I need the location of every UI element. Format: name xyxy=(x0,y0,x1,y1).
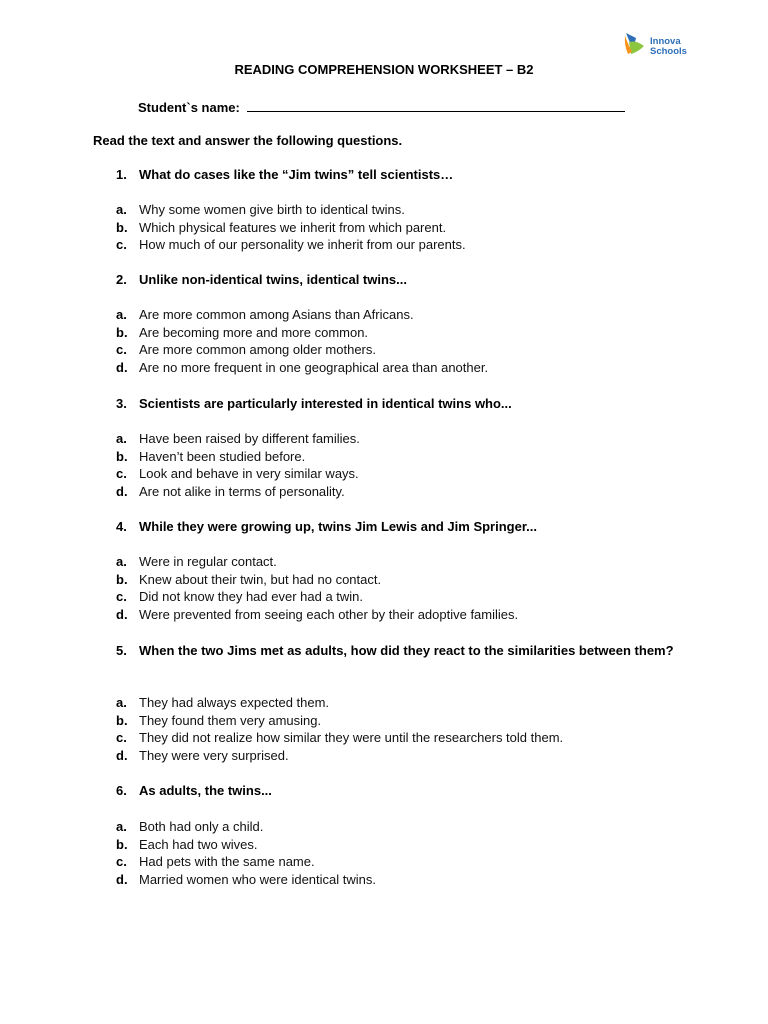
option-item xyxy=(116,836,376,854)
option-letter: b. xyxy=(116,219,128,235)
option-item xyxy=(116,729,563,747)
option-text: Both had only a child. xyxy=(139,819,264,834)
option-letter: a. xyxy=(116,307,127,322)
question-number: 4. xyxy=(116,519,127,534)
student-name-row xyxy=(138,98,625,115)
question-1-options xyxy=(116,201,466,254)
question-5 xyxy=(116,642,674,660)
option-item xyxy=(116,747,563,765)
option-letter: b. xyxy=(116,571,128,587)
question-4-options xyxy=(116,553,518,624)
option-letter: d. xyxy=(116,360,128,376)
option-text: How much of our personality we inherit from our parents. xyxy=(139,237,466,253)
option-text: Are not alike in terms of personality. xyxy=(139,484,345,500)
option-letter: d. xyxy=(116,748,128,764)
option-letter: a. xyxy=(116,819,127,834)
logo-wordmark xyxy=(650,37,687,57)
option-letter: c. xyxy=(116,237,127,253)
option-item xyxy=(116,606,518,624)
question-3-options xyxy=(116,430,360,501)
question-number: 3. xyxy=(116,396,127,411)
option-text: Have been raised by different families. xyxy=(139,431,360,446)
question-text: While they were growing up, twins Jim Lewis and Jim Springer... xyxy=(139,519,538,534)
option-text: Are more common among older mothers. xyxy=(139,342,376,358)
student-name-label: Student`s name: xyxy=(138,100,240,115)
option-text: Look and behave in very similar ways. xyxy=(139,466,359,482)
option-text: Knew about their twin, but had no contact. xyxy=(139,571,382,587)
option-letter: d. xyxy=(116,484,128,500)
option-text: Were prevented from seeing each other by their adoptive families. xyxy=(139,607,519,623)
option-item xyxy=(116,341,488,359)
option-letter: c. xyxy=(116,589,127,605)
option-item xyxy=(116,430,360,448)
question-6 xyxy=(116,782,674,800)
question-text: As adults, the twins... xyxy=(139,783,272,798)
option-letter: b. xyxy=(116,836,128,852)
option-item xyxy=(116,871,376,889)
option-letter: a. xyxy=(116,431,127,446)
option-letter: d. xyxy=(116,872,128,888)
option-letter: b. xyxy=(116,324,128,340)
option-text: Each had two wives. xyxy=(139,836,258,852)
option-item xyxy=(116,553,518,571)
option-text: Are becoming more and more common. xyxy=(139,324,369,340)
option-letter: c. xyxy=(116,466,127,482)
option-text: They were very surprised. xyxy=(139,748,289,764)
option-text: Had pets with the same name. xyxy=(139,854,315,870)
leaf-icon xyxy=(622,30,648,58)
option-letter: c. xyxy=(116,342,127,358)
option-letter: d. xyxy=(116,607,128,623)
logo-text-line2: Schools xyxy=(650,46,687,57)
option-text: Did not know they had ever had a twin. xyxy=(139,589,364,605)
question-1 xyxy=(116,166,674,184)
option-item xyxy=(116,236,466,254)
option-item xyxy=(116,448,360,466)
option-item xyxy=(116,306,488,324)
option-text: Were in regular contact. xyxy=(139,554,277,569)
question-text: Unlike non-identical twins, identical twins... xyxy=(139,272,407,287)
question-text: What do cases like the “Jim twins” tell scientists… xyxy=(139,167,454,182)
question-text: Scientists are particularly interested in identical twins who... xyxy=(139,396,512,411)
option-item xyxy=(116,818,376,836)
option-text: They had always expected them. xyxy=(139,695,330,710)
question-2-options xyxy=(116,306,488,377)
option-letter: c. xyxy=(116,730,127,746)
option-text: Are no more frequent in one geographical area than another. xyxy=(139,360,489,376)
question-5-options xyxy=(116,694,563,765)
option-item xyxy=(116,588,518,606)
question-number: 1. xyxy=(116,167,127,182)
logo-text-line1: Innova xyxy=(650,36,681,47)
option-text: Which physical features we inherit from which parent. xyxy=(139,219,447,235)
option-text: They did not realize how similar they were until the researchers told them. xyxy=(139,730,564,746)
option-item xyxy=(116,694,563,712)
option-letter: a. xyxy=(116,695,127,710)
option-item xyxy=(116,483,360,501)
worksheet-title: READING COMPREHENSION WORKSHEET – B2 xyxy=(234,62,534,77)
instructions-text: Read the text and answer the following questions. xyxy=(93,133,403,148)
question-2 xyxy=(116,271,674,289)
question-6-options xyxy=(116,818,376,889)
question-3 xyxy=(116,395,674,413)
option-letter: a. xyxy=(116,554,127,569)
option-item xyxy=(116,219,466,237)
option-letter: b. xyxy=(116,712,128,728)
option-text: Married women who were identical twins. xyxy=(139,872,376,888)
option-item xyxy=(116,324,488,342)
student-name-blank-line[interactable] xyxy=(247,98,625,112)
option-text: Haven’t been studied before. xyxy=(139,448,306,464)
option-text: Why some women give birth to identical twins. xyxy=(139,202,405,217)
question-4 xyxy=(116,518,674,536)
question-number: 5. xyxy=(116,643,127,658)
question-number: 6. xyxy=(116,783,127,798)
option-item xyxy=(116,201,466,219)
option-text: Are more common among Asians than Africans. xyxy=(139,307,414,322)
option-item xyxy=(116,571,518,589)
option-letter: a. xyxy=(116,202,127,217)
question-text: When the two Jims met as adults, how did they react to the similarities between them? xyxy=(139,643,674,658)
option-item xyxy=(116,853,376,871)
option-item xyxy=(116,359,488,377)
option-letter: b. xyxy=(116,448,128,464)
option-letter: c. xyxy=(116,854,127,870)
option-item xyxy=(116,465,360,483)
option-item xyxy=(116,712,563,730)
question-number: 2. xyxy=(116,272,127,287)
option-text: They found them very amusing. xyxy=(139,712,322,728)
